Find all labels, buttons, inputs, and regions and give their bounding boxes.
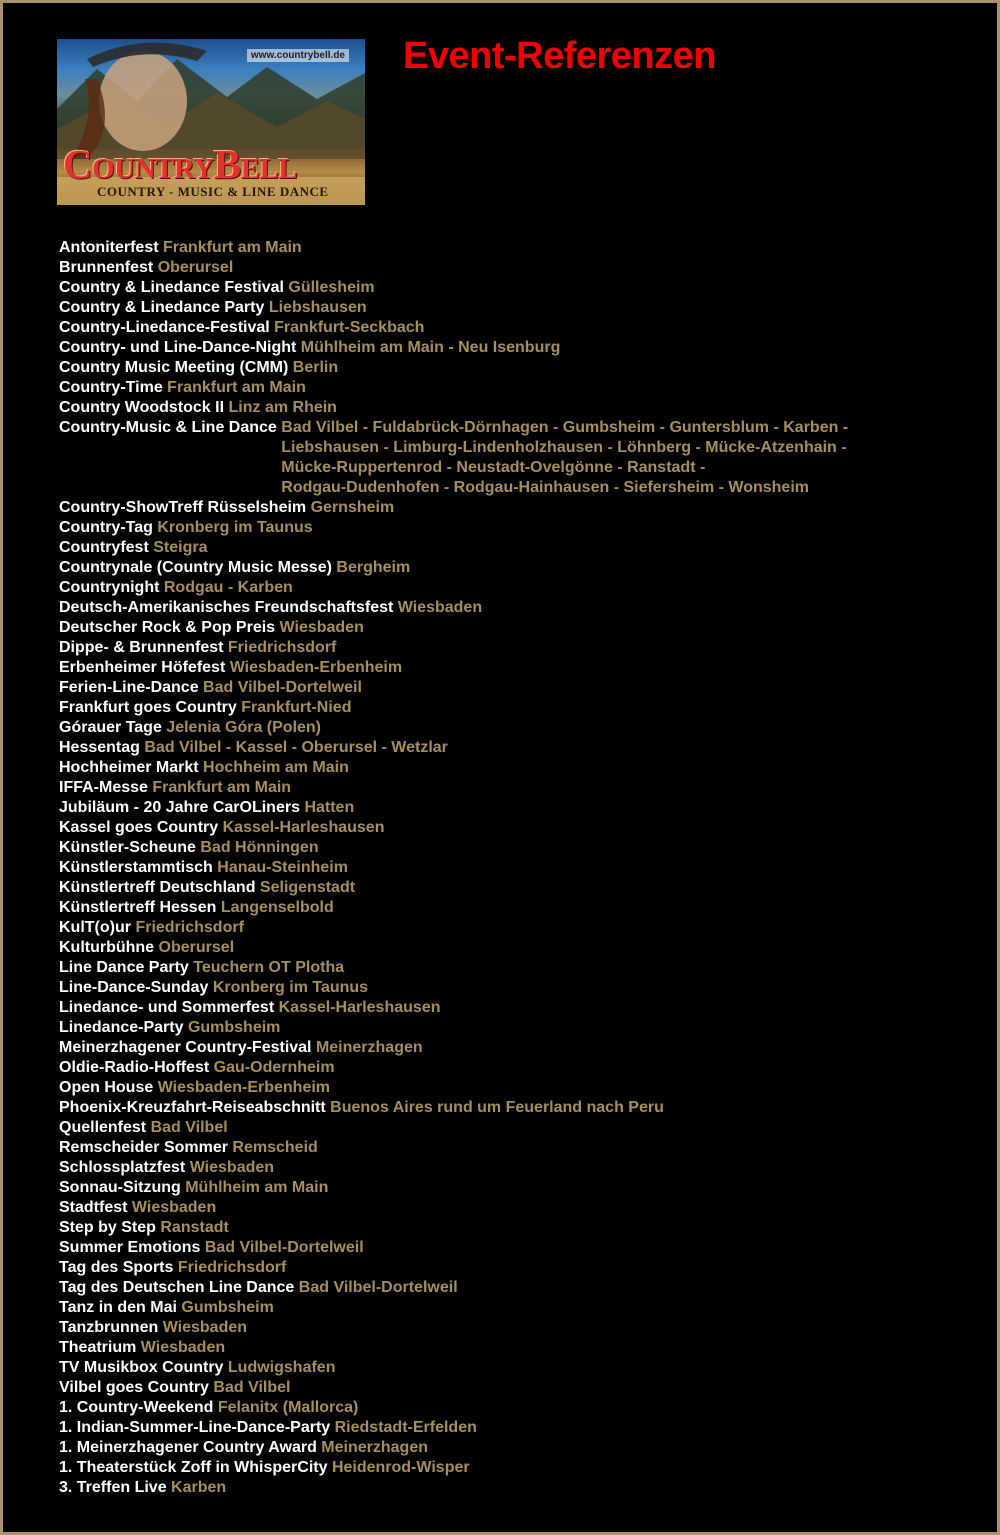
event-item [59,1398,848,1418]
event-item [59,698,848,718]
event-name: Erbenheimer Höfefest [59,659,226,676]
event-location: Wiesbaden [397,599,483,616]
event-name: TV Musikbox Country [59,1359,224,1376]
event-location: Gumbsheim [187,1019,281,1036]
event-name: Künstlertreff Hessen [59,899,217,916]
event-item [59,578,848,598]
event-list [59,238,848,1498]
event-item [59,818,848,838]
event-name: Tanz in den Mai [59,1299,177,1316]
event-item [59,618,848,638]
event-name: Meinerzhagener Country-Festival [59,1039,312,1056]
event-name: Schlossplatzfest [59,1159,186,1176]
event-name: Kulturbühne [59,939,155,956]
event-name: Tanzbrunnen [59,1319,159,1336]
event-item [59,498,848,518]
event-name: Künstlerstammtisch [59,859,213,876]
event-location: Buenos Aires rund um Feuerland nach Peru [330,1099,664,1116]
event-item [59,598,848,618]
event-item [59,1378,848,1398]
event-location: Kassel-Harleshausen [278,999,441,1016]
event-location-line: Liebshausen - Limburg-Lindenholzhausen - Löhnberg - Mücke-Atzenhain - [281,439,847,456]
event-location: Liebshausen [268,299,367,316]
event-name: Tag des Sports [59,1259,174,1276]
event-name: Stadtfest [59,1199,128,1216]
event-location: Meinerzhagen [315,1039,423,1056]
event-item [59,898,848,918]
event-item [59,778,848,798]
event-item [59,1418,848,1438]
event-location: Teuchern OT Plotha [193,959,345,976]
event-name: Künstler-Scheune [59,839,196,856]
event-name: Jubiläum - 20 Jahre CarOLiners [59,799,300,816]
event-item [59,1158,848,1178]
event-item [59,1298,848,1318]
event-name: 1. Country-Weekend [59,1399,214,1416]
event-name: Countrynight [59,579,160,596]
event-name: Country- und Line-Dance-Night [59,339,297,356]
event-location: Bad Vilbel [213,1379,291,1396]
event-location: Riedstadt-Erfelden [334,1419,477,1436]
event-name: 3. Treffen Live [59,1479,167,1496]
event-location: Kassel-Harleshausen [222,819,385,836]
event-name: Remscheider Sommer [59,1139,228,1156]
event-name: Linedance- und Sommerfest [59,999,275,1016]
event-name: Summer Emotions [59,1239,201,1256]
event-name: Theatrium [59,1339,137,1356]
event-item [59,398,848,418]
event-name: Country & Linedance Festival [59,279,284,296]
event-location: Langenselbold [220,899,334,916]
event-item [59,1458,848,1478]
event-location: Friedrichsdorf [135,919,244,936]
event-item [59,1478,848,1498]
event-location: Hochheim am Main [203,759,349,776]
event-item [59,258,848,278]
event-location: Felanitx (Mallorca) [217,1399,359,1416]
event-name: IFFA-Messe [59,779,148,796]
event-name: Antoniterfest [59,239,159,256]
event-name: Country-Tag [59,519,153,536]
event-item [59,238,848,258]
event-location: Wiesbaden [140,1339,226,1356]
event-item [59,738,848,758]
event-name: 1. Theaterstück Zoff in WhisperCity [59,1459,328,1476]
event-name: Country Woodstock II [59,399,225,416]
event-location: Wiesbaden [131,1199,217,1216]
event-item [59,878,848,898]
event-location: Friedrichsdorf [177,1259,287,1276]
event-item [59,978,848,998]
event-name: Hochheimer Markt [59,759,199,776]
event-location: Wiesbaden [279,619,364,636]
event-name: Sonnau-Sitzung [59,1179,181,1196]
countrybell-logo [57,39,365,205]
event-location: Wiesbaden [189,1159,275,1176]
event-name: Line-Dance-Sunday [59,979,209,996]
event-item [59,798,848,818]
event-name: Frankfurt goes Country [59,699,237,716]
event-location: Linz am Rhein [228,399,337,416]
event-name: Deutscher Rock & Pop Preis [59,619,276,636]
event-location: Frankfurt am Main [163,239,302,256]
event-location: Oberursel [157,259,234,276]
event-location: Oberursel [158,939,235,956]
event-item [59,1058,848,1078]
event-item [59,1218,848,1238]
event-location: Berlin [292,359,339,376]
event-location: Remscheid [232,1139,318,1156]
event-item [59,378,848,398]
event-name: Country Music Meeting (CMM) [59,359,289,376]
event-item [59,358,848,378]
event-name: Countrynale (Country Music Messe) [59,559,332,576]
event-location: Frankfurt am Main [167,379,306,396]
event-location: Hatten [304,799,355,816]
event-item [59,418,848,498]
event-location: Bad Hönningen [200,839,319,856]
event-name: Line Dance Party [59,959,189,976]
event-item [59,838,848,858]
event-location: Wiesbaden-Erbenheim [229,659,403,676]
event-item [59,298,848,318]
event-item [59,538,848,558]
event-name: Kassel goes Country [59,819,219,836]
event-item [59,998,848,1018]
event-location: Gau-Odernheim [213,1059,335,1076]
event-item [59,1018,848,1038]
event-location: Wiesbaden-Erbenheim [157,1079,331,1096]
event-item [59,918,848,938]
event-location: Seligenstadt [259,879,356,896]
event-name: Brunnenfest [59,259,154,276]
event-location: Steigra [153,539,208,556]
event-item [59,1358,848,1378]
event-name: Country-Linedance-Festival [59,319,270,336]
event-location: Ranstadt [160,1219,229,1236]
event-location: Bergheim [336,559,411,576]
event-name: Oldie-Radio-Hoffest [59,1059,210,1076]
event-location: Wiesbaden [162,1319,248,1336]
event-name: Ferien-Line-Dance [59,679,199,696]
event-item [59,1238,848,1258]
event-name: Quellenfest [59,1119,147,1136]
event-location: Meinerzhagen [321,1439,428,1456]
event-item [59,1318,848,1338]
event-name: Open House [59,1079,154,1096]
event-item [59,1338,848,1358]
event-item [59,938,848,958]
event-location: Güllesheim [288,279,375,296]
event-location: Kronberg im Taunus [212,979,369,996]
event-name: Country-Music & Line Dance [59,419,277,436]
event-location: Karben [171,1479,227,1496]
event-location: Friedrichsdorf [227,639,337,656]
event-item [59,718,848,738]
event-location: Mühlheim am Main [185,1179,329,1196]
logo-url: www.countrybell.de [247,49,349,62]
event-item [59,1438,848,1458]
event-name: Phoenix-Kreuzfahrt-Reiseabschnitt [59,1099,326,1116]
logo-brand-text: CountryBell [63,141,298,187]
event-location: Jelenia Góra (Polen) [166,719,322,736]
event-name: Step by Step [59,1219,156,1236]
event-item [59,638,848,658]
event-item [59,1118,848,1138]
event-item [59,518,848,538]
event-name: Hessentag [59,739,140,756]
event-name: Górauer Tage [59,719,162,736]
event-location-line: Bad Vilbel - Fuldabrück-Dörnhagen - Gumbsheim - Guntersblum - Karben - [281,419,849,436]
event-name: Dippe- & Brunnenfest [59,639,224,656]
event-item [59,1258,848,1278]
event-item [59,858,848,878]
event-location: Frankfurt am Main [152,779,292,796]
event-location: Bad Vilbel - Kassel - Oberursel - Wetzlar [144,739,448,756]
event-name: Deutsch-Amerikanisches Freundschaftsfest [59,599,394,616]
event-name: Country & Linedance Party [59,299,265,316]
page-title: Event-Referenzen [403,35,716,77]
event-locations [281,418,848,498]
event-name: Vilbel goes Country [59,1379,209,1396]
event-item [59,658,848,678]
event-item [59,558,848,578]
event-item [59,318,848,338]
event-location: Mühlheim am Main - Neu Isenburg [300,339,561,356]
event-item [59,338,848,358]
event-location: Frankfurt-Seckbach [274,319,425,336]
event-name: KulT(o)ur [59,919,131,936]
event-item [59,1078,848,1098]
event-name: Künstlertreff Deutschland [59,879,256,896]
event-item [59,1038,848,1058]
event-location: Heidenrod-Wisper [331,1459,470,1476]
event-item [59,1198,848,1218]
event-location-line: Mücke-Ruppertenrod - Neustadt-Ovelgönne - Ranstadt - [281,459,706,476]
event-location: Frankfurt-Nied [241,699,352,716]
logo-subtitle: COUNTRY - MUSIC & LINE DANCE [97,184,329,199]
event-name: 1. Indian-Summer-Line-Dance-Party [59,1419,331,1436]
event-location: Gumbsheim [181,1299,274,1316]
event-location: Bad Vilbel [150,1119,228,1136]
event-location: Rodgau - Karben [163,579,293,596]
event-location: Bad Vilbel-Dortelweil [298,1279,458,1296]
event-name: Linedance-Party [59,1019,184,1036]
event-location: Gernsheim [310,499,395,516]
event-item [59,958,848,978]
event-name: Countryfest [59,539,149,556]
event-item [59,1178,848,1198]
event-item [59,678,848,698]
event-item [59,1098,848,1118]
event-location: Ludwigshafen [227,1359,336,1376]
event-name: Country-ShowTreff Rüsselsheim [59,499,307,516]
event-name: Tag des Deutschen Line Dance [59,1279,295,1296]
event-item [59,758,848,778]
event-location-line: Rodgau-Dudenhofen - Rodgau-Hainhausen - Siefersheim - Wonsheim [281,479,809,496]
event-item [59,278,848,298]
event-name: 1. Meinerzhagener Country Award [59,1439,317,1456]
event-location: Hanau-Steinheim [217,859,348,876]
event-location: Bad Vilbel-Dortelweil [204,1239,364,1256]
event-item [59,1138,848,1158]
event-name: Country-Time [59,379,163,396]
event-location: Kronberg im Taunus [157,519,313,536]
event-location: Bad Vilbel-Dortelweil [203,679,362,696]
event-item [59,1278,848,1298]
